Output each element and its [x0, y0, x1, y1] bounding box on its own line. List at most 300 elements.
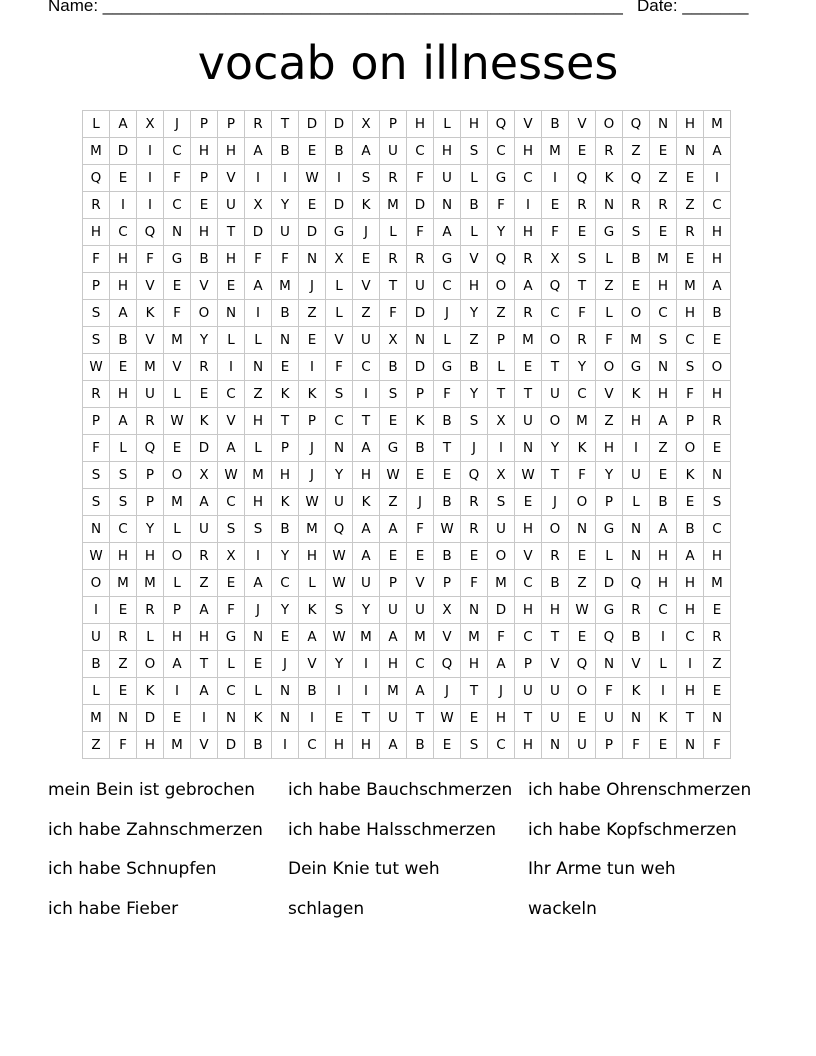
grid-cell: O: [542, 408, 569, 435]
grid-cell: R: [191, 543, 218, 570]
grid-cell: T: [569, 273, 596, 300]
grid-cell: H: [245, 489, 272, 516]
grid-cell: N: [596, 651, 623, 678]
grid-cell: H: [218, 138, 245, 165]
grid-cell: M: [245, 462, 272, 489]
grid-cell: Z: [461, 327, 488, 354]
grid-cell: H: [353, 462, 380, 489]
grid-cell: Z: [110, 651, 137, 678]
grid-cell: C: [650, 300, 677, 327]
word-bank-item: ich habe Fieber: [48, 899, 179, 920]
grid-cell: F: [434, 381, 461, 408]
grid-cell: E: [272, 354, 299, 381]
grid-row: [83, 435, 731, 462]
grid-cell: L: [326, 273, 353, 300]
grid-cell: R: [191, 354, 218, 381]
grid-cell: E: [353, 246, 380, 273]
grid-cell: T: [542, 462, 569, 489]
grid-cell: M: [650, 246, 677, 273]
grid-cell: N: [650, 111, 677, 138]
grid-cell: H: [218, 246, 245, 273]
grid-cell: H: [191, 219, 218, 246]
grid-cell: Y: [488, 219, 515, 246]
grid-cell: C: [164, 192, 191, 219]
grid-cell: N: [272, 705, 299, 732]
grid-cell: V: [515, 111, 542, 138]
grid-cell: I: [353, 381, 380, 408]
grid-cell: B: [434, 489, 461, 516]
grid-cell: W: [326, 543, 353, 570]
grid-cell: I: [677, 651, 704, 678]
grid-cell: H: [650, 570, 677, 597]
grid-cell: Z: [191, 570, 218, 597]
grid-cell: H: [677, 111, 704, 138]
grid-cell: P: [137, 489, 164, 516]
grid-cell: K: [623, 678, 650, 705]
grid-cell: N: [245, 624, 272, 651]
grid-cell: K: [650, 705, 677, 732]
grid-cell: E: [191, 381, 218, 408]
grid-cell: A: [353, 435, 380, 462]
grid-cell: L: [218, 327, 245, 354]
grid-cell: O: [164, 543, 191, 570]
grid-cell: E: [110, 354, 137, 381]
grid-cell: Y: [326, 651, 353, 678]
grid-cell: E: [164, 705, 191, 732]
header-line: [48, 0, 748, 20]
grid-cell: U: [380, 705, 407, 732]
grid-cell: Q: [137, 435, 164, 462]
grid-cell: H: [164, 624, 191, 651]
grid-cell: D: [488, 597, 515, 624]
grid-cell: U: [542, 678, 569, 705]
grid-cell: V: [191, 273, 218, 300]
grid-cell: S: [704, 489, 731, 516]
grid-cell: J: [299, 435, 326, 462]
grid-cell: H: [137, 732, 164, 759]
grid-cell: I: [245, 543, 272, 570]
grid-cell: T: [353, 705, 380, 732]
grid-cell: J: [353, 219, 380, 246]
grid-cell: N: [542, 732, 569, 759]
grid-cell: A: [110, 111, 137, 138]
grid-cell: V: [353, 273, 380, 300]
grid-cell: U: [623, 462, 650, 489]
grid-cell: F: [407, 219, 434, 246]
grid-cell: I: [137, 138, 164, 165]
grid-cell: C: [164, 138, 191, 165]
grid-cell: X: [137, 111, 164, 138]
grid-cell: R: [704, 624, 731, 651]
grid-cell: K: [353, 489, 380, 516]
grid-cell: L: [488, 354, 515, 381]
grid-cell: S: [83, 300, 110, 327]
grid-cell: K: [569, 435, 596, 462]
grid-cell: R: [461, 516, 488, 543]
grid-cell: G: [326, 219, 353, 246]
grid-cell: N: [272, 327, 299, 354]
grid-cell: T: [515, 705, 542, 732]
grid-cell: Z: [569, 570, 596, 597]
grid-cell: J: [245, 597, 272, 624]
grid-cell: O: [137, 651, 164, 678]
grid-cell: V: [461, 246, 488, 273]
grid-row: [83, 327, 731, 354]
grid-cell: U: [326, 489, 353, 516]
grid-cell: E: [515, 489, 542, 516]
grid-cell: E: [704, 678, 731, 705]
grid-cell: I: [245, 300, 272, 327]
grid-cell: D: [596, 570, 623, 597]
grid-cell: Q: [596, 624, 623, 651]
grid-cell: W: [434, 705, 461, 732]
grid-cell: Y: [542, 435, 569, 462]
grid-cell: E: [461, 543, 488, 570]
grid-cell: Q: [623, 165, 650, 192]
grid-cell: I: [353, 678, 380, 705]
grid-cell: U: [515, 408, 542, 435]
grid-cell: L: [596, 543, 623, 570]
grid-row: [83, 300, 731, 327]
word-bank-item: mein Bein ist gebrochen: [48, 780, 256, 800]
grid-cell: M: [299, 516, 326, 543]
grid-cell: H: [650, 273, 677, 300]
grid-cell: I: [299, 705, 326, 732]
grid-cell: O: [677, 435, 704, 462]
grid-cell: F: [569, 300, 596, 327]
grid-cell: A: [677, 543, 704, 570]
grid-cell: N: [110, 705, 137, 732]
grid-cell: Y: [326, 462, 353, 489]
grid-cell: D: [407, 300, 434, 327]
grid-cell: X: [245, 192, 272, 219]
grid-cell: H: [110, 246, 137, 273]
grid-cell: E: [677, 489, 704, 516]
grid-cell: P: [272, 435, 299, 462]
grid-cell: C: [326, 408, 353, 435]
grid-cell: M: [461, 624, 488, 651]
grid-cell: A: [380, 624, 407, 651]
grid-cell: Y: [191, 327, 218, 354]
grid-cell: S: [326, 381, 353, 408]
grid-cell: P: [596, 732, 623, 759]
grid-cell: R: [380, 165, 407, 192]
grid-cell: I: [83, 597, 110, 624]
grid-cell: M: [137, 570, 164, 597]
grid-cell: J: [299, 273, 326, 300]
grid-cell: Z: [623, 138, 650, 165]
grid-cell: P: [407, 381, 434, 408]
grid-cell: N: [83, 516, 110, 543]
word-bank-item: schlagen: [288, 899, 365, 920]
grid-cell: H: [461, 273, 488, 300]
grid-cell: N: [434, 192, 461, 219]
grid-cell: M: [164, 327, 191, 354]
grid-cell: T: [434, 435, 461, 462]
grid-cell: H: [704, 246, 731, 273]
grid-cell: E: [650, 732, 677, 759]
grid-cell: E: [704, 327, 731, 354]
grid-cell: Z: [299, 300, 326, 327]
grid-cell: I: [488, 435, 515, 462]
grid-cell: I: [245, 165, 272, 192]
grid-cell: J: [542, 489, 569, 516]
grid-cell: T: [272, 111, 299, 138]
grid-cell: R: [380, 246, 407, 273]
grid-cell: Z: [650, 435, 677, 462]
grid-cell: J: [488, 678, 515, 705]
grid-cell: T: [461, 678, 488, 705]
grid-cell: L: [299, 570, 326, 597]
grid-cell: B: [704, 300, 731, 327]
grid-cell: R: [407, 246, 434, 273]
grid-cell: N: [623, 516, 650, 543]
grid-cell: U: [191, 516, 218, 543]
grid-cell: T: [677, 705, 704, 732]
grid-cell: H: [488, 705, 515, 732]
grid-cell: E: [164, 273, 191, 300]
grid-cell: A: [245, 273, 272, 300]
grid-cell: F: [83, 435, 110, 462]
grid-cell: P: [299, 408, 326, 435]
grid-cell: F: [272, 246, 299, 273]
grid-cell: R: [515, 300, 542, 327]
grid-cell: F: [569, 462, 596, 489]
grid-cell: L: [623, 489, 650, 516]
grid-cell: I: [299, 354, 326, 381]
grid-cell: D: [407, 192, 434, 219]
grid-cell: U: [542, 705, 569, 732]
grid-cell: Z: [488, 300, 515, 327]
grid-cell: V: [569, 111, 596, 138]
grid-cell: L: [164, 570, 191, 597]
grid-cell: V: [299, 651, 326, 678]
grid-row: [83, 543, 731, 570]
grid-row: [83, 624, 731, 651]
grid-cell: A: [353, 516, 380, 543]
grid-cell: L: [434, 111, 461, 138]
grid-cell: R: [623, 597, 650, 624]
grid-cell: H: [515, 219, 542, 246]
grid-row: [83, 138, 731, 165]
grid-cell: V: [137, 327, 164, 354]
grid-cell: M: [704, 570, 731, 597]
grid-cell: Q: [569, 651, 596, 678]
grid-cell: N: [677, 138, 704, 165]
grid-cell: T: [272, 408, 299, 435]
grid-cell: E: [569, 138, 596, 165]
grid-cell: C: [515, 624, 542, 651]
grid-cell: Z: [353, 300, 380, 327]
grid-cell: Z: [596, 408, 623, 435]
grid-cell: N: [245, 354, 272, 381]
grid-cell: S: [461, 138, 488, 165]
grid-cell: G: [380, 435, 407, 462]
grid-cell: E: [704, 597, 731, 624]
grid-cell: R: [542, 543, 569, 570]
grid-cell: T: [407, 705, 434, 732]
grid-cell: V: [218, 408, 245, 435]
grid-cell: Y: [596, 462, 623, 489]
grid-cell: X: [380, 327, 407, 354]
grid-cell: B: [326, 138, 353, 165]
grid-cell: I: [272, 165, 299, 192]
grid-cell: F: [326, 354, 353, 381]
grid-cell: A: [434, 219, 461, 246]
grid-cell: B: [83, 651, 110, 678]
grid-row: [83, 354, 731, 381]
grid-cell: Y: [137, 516, 164, 543]
grid-cell: I: [515, 192, 542, 219]
grid-cell: Q: [623, 111, 650, 138]
grid-cell: A: [650, 516, 677, 543]
grid-cell: Q: [461, 462, 488, 489]
grid-cell: L: [650, 651, 677, 678]
grid-cell: C: [677, 327, 704, 354]
grid-cell: S: [110, 489, 137, 516]
grid-cell: E: [623, 273, 650, 300]
grid-cell: I: [137, 165, 164, 192]
grid-cell: K: [623, 381, 650, 408]
grid-cell: Y: [461, 381, 488, 408]
grid-cell: H: [596, 435, 623, 462]
grid-cell: L: [245, 678, 272, 705]
grid-cell: V: [542, 651, 569, 678]
grid-cell: B: [380, 354, 407, 381]
grid-cell: C: [353, 354, 380, 381]
grid-cell: J: [299, 462, 326, 489]
grid-cell: U: [434, 165, 461, 192]
grid-cell: Y: [272, 597, 299, 624]
grid-cell: E: [218, 273, 245, 300]
word-bank-row: [48, 812, 788, 852]
grid-cell: D: [326, 111, 353, 138]
grid-cell: X: [218, 543, 245, 570]
grid-cell: U: [353, 327, 380, 354]
grid-cell: F: [380, 300, 407, 327]
grid-cell: H: [623, 408, 650, 435]
grid-cell: K: [299, 381, 326, 408]
grid-cell: H: [704, 381, 731, 408]
grid-cell: O: [488, 273, 515, 300]
grid-cell: A: [110, 408, 137, 435]
grid-cell: R: [137, 597, 164, 624]
grid-cell: P: [380, 570, 407, 597]
grid-cell: T: [380, 273, 407, 300]
grid-cell: K: [596, 165, 623, 192]
grid-cell: C: [650, 597, 677, 624]
grid-cell: V: [407, 570, 434, 597]
grid-cell: Q: [434, 651, 461, 678]
grid-cell: O: [569, 489, 596, 516]
grid-cell: L: [245, 435, 272, 462]
grid-cell: C: [110, 516, 137, 543]
grid-cell: O: [191, 300, 218, 327]
grid-cell: L: [83, 111, 110, 138]
grid-cell: C: [515, 570, 542, 597]
grid-cell: I: [110, 192, 137, 219]
grid-cell: F: [596, 327, 623, 354]
grid-cell: N: [218, 300, 245, 327]
grid-cell: I: [650, 678, 677, 705]
grid-cell: W: [380, 462, 407, 489]
grid-cell: N: [569, 516, 596, 543]
grid-cell: A: [110, 300, 137, 327]
grid-cell: O: [542, 327, 569, 354]
grid-cell: A: [407, 678, 434, 705]
grid-cell: L: [164, 516, 191, 543]
grid-cell: Z: [83, 732, 110, 759]
grid-cell: C: [488, 138, 515, 165]
name-field-label: Name: _______________________________________________________: [48, 0, 623, 15]
grid-cell: Q: [623, 570, 650, 597]
word-bank-item: ich habe Kopfschmerzen: [528, 819, 737, 840]
page-title: vocab on illnesses: [197, 36, 619, 90]
grid-cell: R: [623, 192, 650, 219]
grid-cell: E: [704, 435, 731, 462]
grid-cell: B: [272, 138, 299, 165]
grid-cell: S: [488, 489, 515, 516]
grid-cell: E: [164, 435, 191, 462]
grid-cell: A: [704, 273, 731, 300]
word-bank-item: ich habe Schnupfen: [48, 859, 217, 880]
grid-cell: E: [245, 651, 272, 678]
grid-cell: L: [245, 327, 272, 354]
grid-cell: U: [380, 597, 407, 624]
grid-cell: O: [164, 462, 191, 489]
grid-cell: A: [704, 138, 731, 165]
grid-cell: G: [164, 246, 191, 273]
grid-row: [83, 381, 731, 408]
word-bank-row: [48, 772, 788, 812]
grid-cell: K: [407, 408, 434, 435]
grid-cell: X: [191, 462, 218, 489]
grid-cell: E: [542, 192, 569, 219]
grid-cell: H: [677, 570, 704, 597]
grid-cell: H: [704, 543, 731, 570]
grid-cell: S: [677, 354, 704, 381]
grid-cell: B: [677, 516, 704, 543]
grid-cell: A: [245, 138, 272, 165]
word-bank-item: ich habe Zahnschmerzen: [48, 819, 263, 840]
word-bank-item: wackeln: [528, 899, 597, 920]
grid-cell: T: [218, 219, 245, 246]
grid-cell: H: [272, 462, 299, 489]
word-bank-row: [48, 851, 788, 891]
grid-cell: Q: [488, 111, 515, 138]
grid-cell: E: [650, 462, 677, 489]
grid-cell: B: [434, 408, 461, 435]
grid-cell: F: [704, 732, 731, 759]
grid-cell: H: [677, 678, 704, 705]
grid-cell: O: [488, 543, 515, 570]
grid-cell: L: [380, 219, 407, 246]
grid-cell: L: [218, 651, 245, 678]
grid-cell: E: [299, 327, 326, 354]
grid-cell: N: [218, 705, 245, 732]
grid-cell: O: [623, 300, 650, 327]
grid-row: [83, 597, 731, 624]
grid-cell: C: [488, 732, 515, 759]
grid-cell: U: [569, 732, 596, 759]
grid-cell: E: [515, 354, 542, 381]
grid-cell: K: [677, 462, 704, 489]
word-bank: [48, 772, 788, 931]
grid-cell: O: [569, 678, 596, 705]
grid-cell: G: [218, 624, 245, 651]
grid-cell: U: [407, 597, 434, 624]
grid-cell: T: [191, 651, 218, 678]
